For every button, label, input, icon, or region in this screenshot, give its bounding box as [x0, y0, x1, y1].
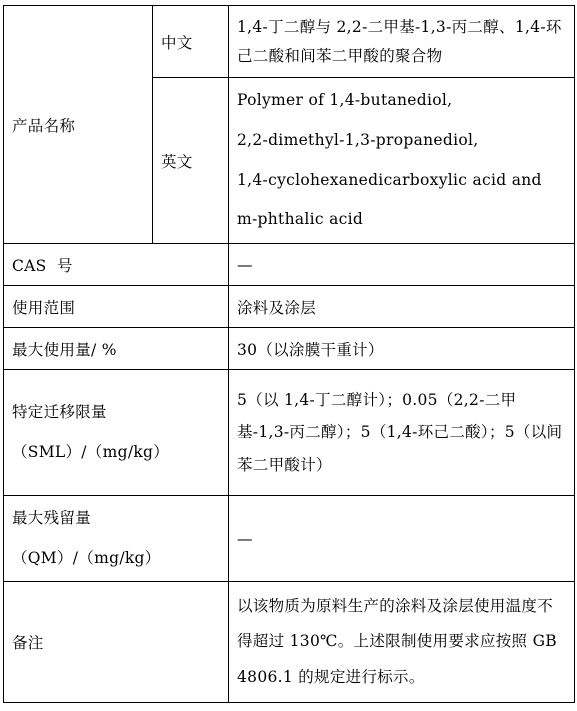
table-row	[4, 286, 575, 328]
chinese-name-value	[229, 6, 575, 78]
english-name-line: Polymer of 1,4-butanediol,	[237, 91, 453, 110]
qm-label	[4, 496, 229, 582]
max-use-label-text: 最大使用量/ %	[12, 340, 117, 359]
table-row	[4, 582, 575, 703]
product-name-label	[4, 6, 153, 244]
qm-value-text: —	[237, 529, 253, 548]
english-name-line: m-phthalic acid	[237, 210, 364, 229]
sml-value-text: 5（以 1,4-丁二醇计）；0.05（2,2-二甲基-1,3-丙二醇）；5（1,4-环己二酸）；5（以间苯二甲酸计）	[237, 390, 563, 474]
english-name-label	[153, 78, 229, 244]
table-row	[4, 244, 575, 286]
qm-label-line1: 最大残留量	[12, 508, 92, 527]
english-name-line: 1,4-cyclohexanedicarboxylic acid and	[237, 170, 542, 189]
remarks-label-text: 备注	[12, 634, 44, 652]
substance-spec-table	[3, 5, 575, 703]
scope-value	[229, 286, 575, 328]
chinese-name-label	[153, 6, 229, 78]
cas-value	[229, 244, 575, 286]
sml-value	[229, 370, 575, 496]
remarks-value-text: 以该物质为原料生产的涂料及涂层使用温度不得超过 130℃。上述限制使用要求应按照 GB 4806.1 的规定进行标示。	[237, 596, 557, 686]
cas-label-text: CAS 号	[12, 256, 73, 275]
scope-label-text: 使用范围	[12, 298, 76, 317]
product-name-label-text: 产品名称	[12, 116, 76, 135]
qm-label-line2: （QM）/（mg/kg）	[12, 548, 161, 567]
sml-label	[4, 370, 229, 496]
cas-value-text: —	[237, 255, 253, 274]
remarks-label	[4, 582, 229, 703]
remarks-value	[229, 582, 575, 703]
english-name-value	[229, 78, 575, 244]
scope-label	[4, 286, 229, 328]
english-name-label-text: 英文	[161, 152, 193, 171]
sml-label-line2: （SML）/（mg/kg）	[12, 442, 170, 461]
table-row	[4, 328, 575, 370]
max-use-label	[4, 328, 229, 370]
max-use-value-text: 30（以涂膜干重计）	[237, 340, 384, 359]
table-row	[4, 370, 575, 496]
qm-value	[229, 496, 575, 582]
scope-value-text: 涂料及涂层	[237, 298, 317, 317]
max-use-value	[229, 328, 575, 370]
table-row	[4, 6, 575, 78]
table-row	[4, 496, 575, 582]
english-name-line: 2,2-dimethyl-1,3-propanediol,	[237, 130, 479, 149]
cas-label	[4, 244, 229, 286]
sml-label-line1: 特定迁移限量	[12, 402, 107, 421]
chinese-name-value-text: 1,4-丁二醇与 2,2-二甲基-1,3-丙二醇、1,4-环己二酸和间苯二甲酸的聚合物	[237, 17, 562, 65]
chinese-name-label-text: 中文	[161, 33, 193, 52]
